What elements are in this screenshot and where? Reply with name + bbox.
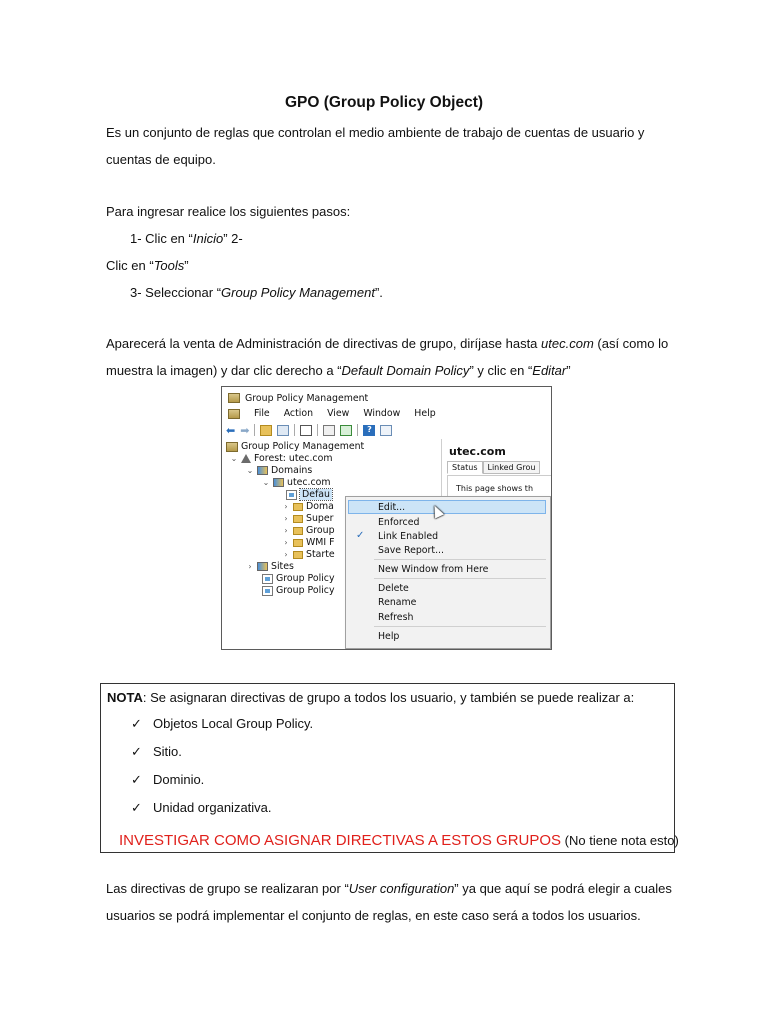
checkmark-icon: ✓	[131, 716, 142, 731]
step-3	[130, 285, 383, 300]
step-2-post: ”	[184, 258, 189, 273]
note-box	[100, 683, 679, 853]
step-1-pre: 1- Clic en “	[130, 231, 193, 246]
gp-results-icon	[262, 586, 273, 596]
tree-label-root: Group Policy Management	[241, 441, 365, 452]
menu-item-enforced[interactable]: Enforced	[378, 517, 420, 528]
chevron-right-icon[interactable]: ›	[248, 562, 252, 571]
forest-icon	[241, 454, 251, 463]
note-list-item	[131, 800, 272, 816]
domain-icon	[273, 478, 284, 487]
menu-item-help[interactable]: Help	[378, 631, 400, 642]
menu-item-delete[interactable]: Delete	[378, 583, 409, 594]
gpm-menu-icon	[228, 409, 240, 419]
console-icon[interactable]	[380, 425, 392, 436]
chevron-right-icon[interactable]: ›	[284, 502, 288, 511]
status-box-text: This page shows th	[456, 484, 534, 493]
gp-modeling-icon	[262, 574, 273, 584]
para-2-line-2	[106, 363, 571, 378]
tree-item-utec[interactable]	[262, 477, 331, 488]
tree-item-domains[interactable]	[246, 465, 312, 476]
gpm-tree-icon	[226, 442, 238, 452]
ou-folder-icon	[293, 515, 303, 523]
note-item-label: Sitio.	[153, 744, 182, 759]
tree-label-super: Super	[306, 513, 334, 524]
tree-label-sites: Sites	[271, 561, 294, 572]
final-l1-pre: Las directivas de grupo se realizaran por “	[106, 881, 349, 896]
tab-status[interactable]: Status	[447, 461, 483, 474]
help-icon[interactable]: ?	[363, 425, 375, 436]
step-2	[106, 258, 189, 273]
checkmark-icon: ✓	[131, 800, 142, 815]
step-3-em: Group Policy Management	[221, 285, 375, 300]
final-line-2: usuarios se podrá implementar el conjunto de reglas, en este caso será a todos los usuarios.	[106, 908, 641, 923]
domains-icon	[257, 466, 268, 475]
menu-separator	[374, 578, 546, 579]
note-heading	[107, 690, 634, 705]
note-text: : Se asignaran directivas de grupo a todos los usuario, y también se puede realizar a:	[142, 690, 635, 705]
note-item-label: Objetos Local Group Policy.	[153, 716, 314, 731]
menu-view[interactable]: View	[327, 408, 350, 419]
tree-item-forest[interactable]	[230, 453, 332, 464]
back-arrow-icon[interactable]: ⬅	[226, 423, 236, 437]
show-hide-tree-icon[interactable]	[277, 425, 289, 436]
tree-item-gp-results[interactable]	[262, 585, 335, 596]
sites-icon	[257, 562, 268, 571]
menu-action[interactable]: Action	[283, 408, 314, 419]
note-list-item	[131, 744, 182, 760]
chevron-right-icon[interactable]: ›	[284, 514, 288, 523]
checkmark-icon: ✓	[356, 530, 365, 541]
step-3-pre: 3- Seleccionar “	[130, 285, 222, 300]
tree-label-domain-controllers: Doma	[306, 501, 334, 512]
gpo-link-icon	[286, 490, 297, 500]
checkmark-icon: ✓	[131, 744, 142, 759]
para-2-l1-pre: Aparecerá la venta de Administración de directivas de grupo, diríjase hasta	[106, 336, 542, 351]
tree-item-domain-controllers[interactable]	[282, 501, 334, 512]
para-2-l1-post: (así como lo	[593, 336, 669, 351]
intro-line-1: Es un conjunto de reglas que controlan el medio ambiente de trabajo de cuentas de usuario y	[106, 125, 645, 140]
chevron-down-icon[interactable]: ⌄	[262, 478, 270, 487]
tree-label-starter: Starte	[306, 549, 335, 560]
tree-item-sites[interactable]	[246, 561, 294, 572]
menu-item-edit[interactable]: Edit...	[378, 502, 406, 513]
toolbar	[226, 424, 392, 436]
step-2-pre: Clic en “	[106, 258, 154, 273]
tree-item-group-policy-objects[interactable]	[282, 525, 335, 536]
checkmark-icon: ✓	[131, 772, 142, 787]
tree-label-group: Group	[306, 525, 335, 536]
window-title: Group Policy Management	[245, 392, 369, 404]
tree-label-utec: utec.com	[287, 477, 331, 488]
chevron-right-icon[interactable]: ›	[284, 526, 288, 535]
para-2-l2-em2: Editar	[532, 363, 567, 378]
context-menu	[345, 496, 551, 649]
tree-item-default-policy[interactable]	[286, 489, 332, 500]
up-folder-icon[interactable]	[260, 425, 272, 436]
step-2-em: Tools	[153, 258, 185, 273]
chevron-down-icon[interactable]: ⌄	[246, 466, 254, 475]
note-label: NOTA	[107, 690, 143, 705]
investigate-line	[119, 832, 679, 850]
final-l1-em: User configuration	[348, 881, 455, 896]
chevron-right-icon[interactable]: ›	[284, 538, 288, 547]
note-item-label: Unidad organizativa.	[153, 800, 272, 815]
tab-linked-gpos[interactable]: Linked Grou	[483, 461, 541, 474]
tree-item-starter[interactable]	[282, 549, 335, 560]
starter-folder-icon	[293, 551, 303, 559]
gpo-folder-icon	[293, 527, 303, 535]
steps-intro: Para ingresar realice los siguientes pasos:	[106, 204, 351, 219]
menu-item-new-window[interactable]: New Window from Here	[378, 564, 489, 575]
para-2-l2-mid: ” y clic en “	[469, 363, 533, 378]
note-list-item	[131, 716, 313, 732]
note-item-label: Dominio.	[153, 772, 205, 787]
menu-window[interactable]: Window	[363, 408, 401, 419]
para-2-l1-em: utec.com	[541, 336, 594, 351]
investigate-heading: INVESTIGAR COMO ASIGNAR DIRECTIVAS A ESTOS GRUPOS	[119, 832, 562, 849]
toolbar-separator	[254, 424, 255, 436]
para-2-l2-em1: Default Domain Policy	[341, 363, 470, 378]
tree-label-gp-modeling: Group Policy	[276, 573, 335, 584]
para-2-line-1	[106, 336, 668, 351]
tree-label-gp-results: Group Policy	[276, 585, 335, 596]
chevron-down-icon[interactable]: ⌄	[230, 454, 238, 463]
investigate-remark: (No tiene nota esto)	[561, 833, 679, 848]
forward-arrow-icon[interactable]: ➡	[240, 423, 250, 437]
intro-line-2: cuentas de equipo.	[106, 152, 216, 167]
document-title: GPO (Group Policy Object)	[284, 94, 484, 111]
menu-file[interactable]: File	[254, 408, 270, 419]
final-line-1	[106, 881, 672, 896]
wmi-folder-icon	[293, 539, 303, 547]
toolbar-separator	[317, 424, 318, 436]
menu-bar	[228, 408, 436, 419]
step-1-post: ” 2-	[223, 231, 243, 246]
menu-item-save-report[interactable]: Save Report...	[378, 545, 445, 556]
tree-item-super[interactable]	[282, 513, 333, 524]
final-l1-post: ” ya que aquí se podrá elegir a cuales	[454, 881, 672, 896]
tree-label-wmi: WMI F	[306, 537, 335, 548]
note-list-item	[131, 772, 204, 788]
step-1	[130, 231, 243, 246]
properties-icon[interactable]	[300, 425, 312, 436]
menu-separator	[374, 559, 546, 560]
para-2-l2-pre: muestra la imagen) y dar clic derecho a “	[106, 363, 342, 378]
toolbar-separator	[294, 424, 295, 436]
tree-label-domains: Domains	[271, 465, 313, 476]
step-3-post: ”.	[374, 285, 383, 300]
tree-label-default-policy: Defau	[302, 489, 330, 500]
toolbar-separator	[357, 424, 358, 436]
gpm-app-icon	[228, 393, 240, 403]
refresh-icon[interactable]	[340, 425, 352, 436]
menu-item-rename[interactable]: Rename	[378, 597, 417, 608]
menu-item-link-enabled[interactable]: Link Enabled	[378, 531, 439, 542]
tree-label-forest: Forest: utec.com	[254, 453, 333, 464]
para-2-l2-post: ”	[566, 363, 571, 378]
tree-item-root[interactable]	[226, 441, 364, 452]
menu-help[interactable]: Help	[414, 408, 436, 419]
menu-item-refresh[interactable]: Refresh	[378, 612, 414, 623]
details-title: utec.com	[449, 445, 506, 458]
export-list-icon[interactable]	[323, 425, 335, 436]
tree-item-gp-modeling[interactable]	[262, 573, 335, 584]
window-titlebar	[228, 391, 368, 405]
gpm-screenshot	[221, 386, 552, 650]
details-tabs	[447, 461, 540, 474]
tree-item-wmi-filters[interactable]	[282, 537, 335, 548]
step-1-em: Inicio	[192, 231, 224, 246]
menu-separator	[374, 626, 546, 627]
chevron-right-icon[interactable]: ›	[284, 550, 288, 559]
ou-folder-icon	[293, 503, 303, 511]
